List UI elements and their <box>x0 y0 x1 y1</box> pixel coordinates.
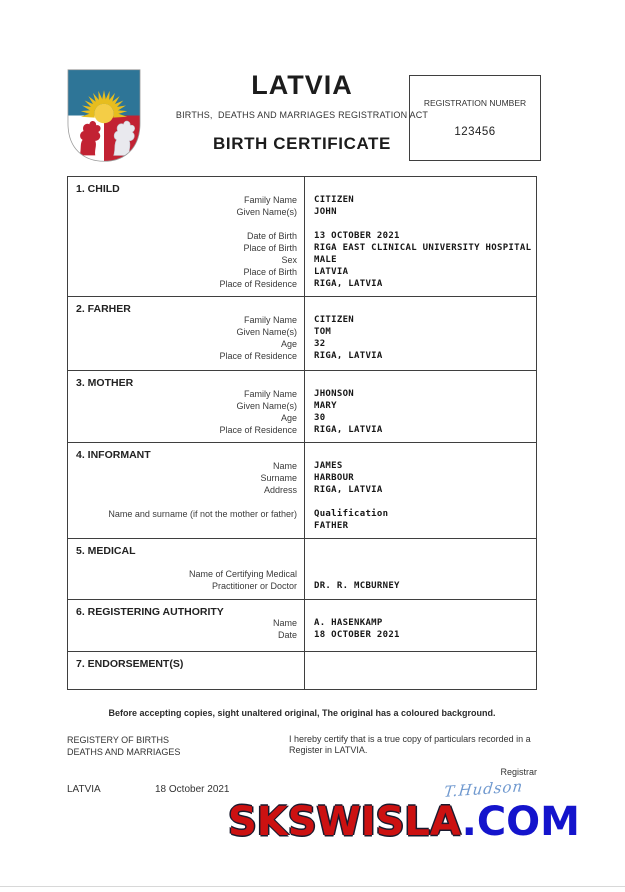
field-label: Name <box>272 618 297 628</box>
section-father <box>68 297 536 371</box>
field-label: Place of Residence <box>219 351 297 361</box>
field-value: 13 OCTOBER 2021 <box>314 231 400 241</box>
section-mother <box>68 371 536 443</box>
field-value: RIGA EAST CLINICAL UNIVERSITY HOSPITAL <box>314 243 532 253</box>
field-value: LATVIA <box>314 267 349 277</box>
issue-place: LATVIA <box>67 784 101 795</box>
section-title: 6. REGISTERING AUTHORITY <box>76 606 224 618</box>
section-title: 1. CHILD <box>76 183 120 195</box>
field-label: Place of Birth <box>243 267 297 277</box>
field-value: HARBOUR <box>314 473 355 483</box>
section-endorsements <box>68 652 536 689</box>
watermark-site-name: SKSWISLA <box>228 799 462 845</box>
field-value: JHONSON <box>314 389 355 399</box>
field-value: DR. R. MCBURNEY <box>314 581 400 591</box>
issue-date: 18 October 2021 <box>155 784 230 795</box>
country-title: LATVIA <box>251 70 353 100</box>
registration-number-box <box>409 75 541 161</box>
field-value: JAMES <box>314 461 343 471</box>
field-label: Date of Birth <box>246 231 297 241</box>
field-label: Age <box>280 339 297 349</box>
field-value: CITIZEN <box>314 315 355 325</box>
field-label: Place of Birth <box>243 243 297 253</box>
field-value: A. HASENKAMP <box>314 618 383 628</box>
field-label: Given Name(s) <box>236 401 297 411</box>
field-value: 30 <box>314 413 326 423</box>
field-value: MARY <box>314 401 337 411</box>
field-label: Address <box>263 485 297 495</box>
watermark-site-tld: .COM <box>461 799 580 845</box>
field-label: Name of Certifying Medical <box>188 569 297 579</box>
act-subtitle: BIRTHS, DEATHS AND MARRIAGES REGISTRATION ACT <box>175 110 429 120</box>
registry-name <box>67 734 180 758</box>
section-title: 7. ENDORSEMENT(S) <box>76 658 184 670</box>
field-value: CITIZEN <box>314 195 355 205</box>
field-value: 32 <box>314 339 326 349</box>
registry-line-1: REGISTERY OF BIRTHS <box>67 735 170 745</box>
field-label: Name <box>272 461 297 471</box>
field-label: Age <box>280 413 297 423</box>
field-value: MALE <box>314 255 337 265</box>
section-registering-authority <box>68 600 536 652</box>
field-label: Family Name <box>243 389 297 399</box>
section-title: 5. MEDICAL <box>76 545 136 557</box>
copy-acceptance-notice: Before accepting copies, sight unaltered original, The original has a coloured background. <box>108 708 496 718</box>
field-label: Place of Residence <box>219 279 297 289</box>
field-value: TOM <box>314 327 332 337</box>
field-label: Family Name <box>243 315 297 325</box>
field-label: Place of Residence <box>219 425 297 435</box>
field-label: Surname <box>260 473 297 483</box>
section-title: 3. MOTHER <box>76 377 134 389</box>
registration-number-value: 123456 <box>454 126 496 138</box>
field-label: Sex <box>281 255 297 265</box>
field-label: Given Name(s) <box>236 207 297 217</box>
watermark <box>228 799 580 845</box>
field-value: RIGA, LATVIA <box>314 425 383 435</box>
certificate-table <box>67 176 537 690</box>
field-value: RIGA, LATVIA <box>314 279 383 289</box>
registrar-signature: T.Hudson <box>442 777 524 801</box>
registry-line-2: DEATHS AND MARRIAGES <box>67 747 181 757</box>
section-informant <box>68 443 536 539</box>
document-title: BIRTH CERTIFICATE <box>213 134 391 153</box>
field-value: RIGA, LATVIA <box>314 485 383 495</box>
field-value: 18 OCTOBER 2021 <box>314 630 400 640</box>
field-label: Practitioner or Doctor <box>211 581 297 591</box>
field-value: FATHER <box>314 521 349 531</box>
section-title: 2. FARHER <box>76 303 131 315</box>
field-label: Date <box>277 630 297 640</box>
registration-number-label: REGISTRATION NUMBER <box>423 98 527 108</box>
field-label: Family Name <box>243 195 297 205</box>
certify-statement: I hereby certify that is a true copy of particulars recorded in a Register in LATVIA. <box>289 734 531 755</box>
field-value: RIGA, LATVIA <box>314 351 383 361</box>
page-bottom-divider <box>0 886 625 887</box>
field-label: Name and surname (if not the mother or father) <box>108 509 297 519</box>
field-label: Given Name(s) <box>236 327 297 337</box>
field-value: Qualification <box>314 509 389 519</box>
registrar-label: Registrar <box>500 767 537 777</box>
section-medical <box>68 539 536 600</box>
certificate-header <box>67 68 537 168</box>
section-child <box>68 177 536 297</box>
field-value: JOHN <box>314 207 337 217</box>
section-title: 4. INFORMANT <box>76 449 151 461</box>
